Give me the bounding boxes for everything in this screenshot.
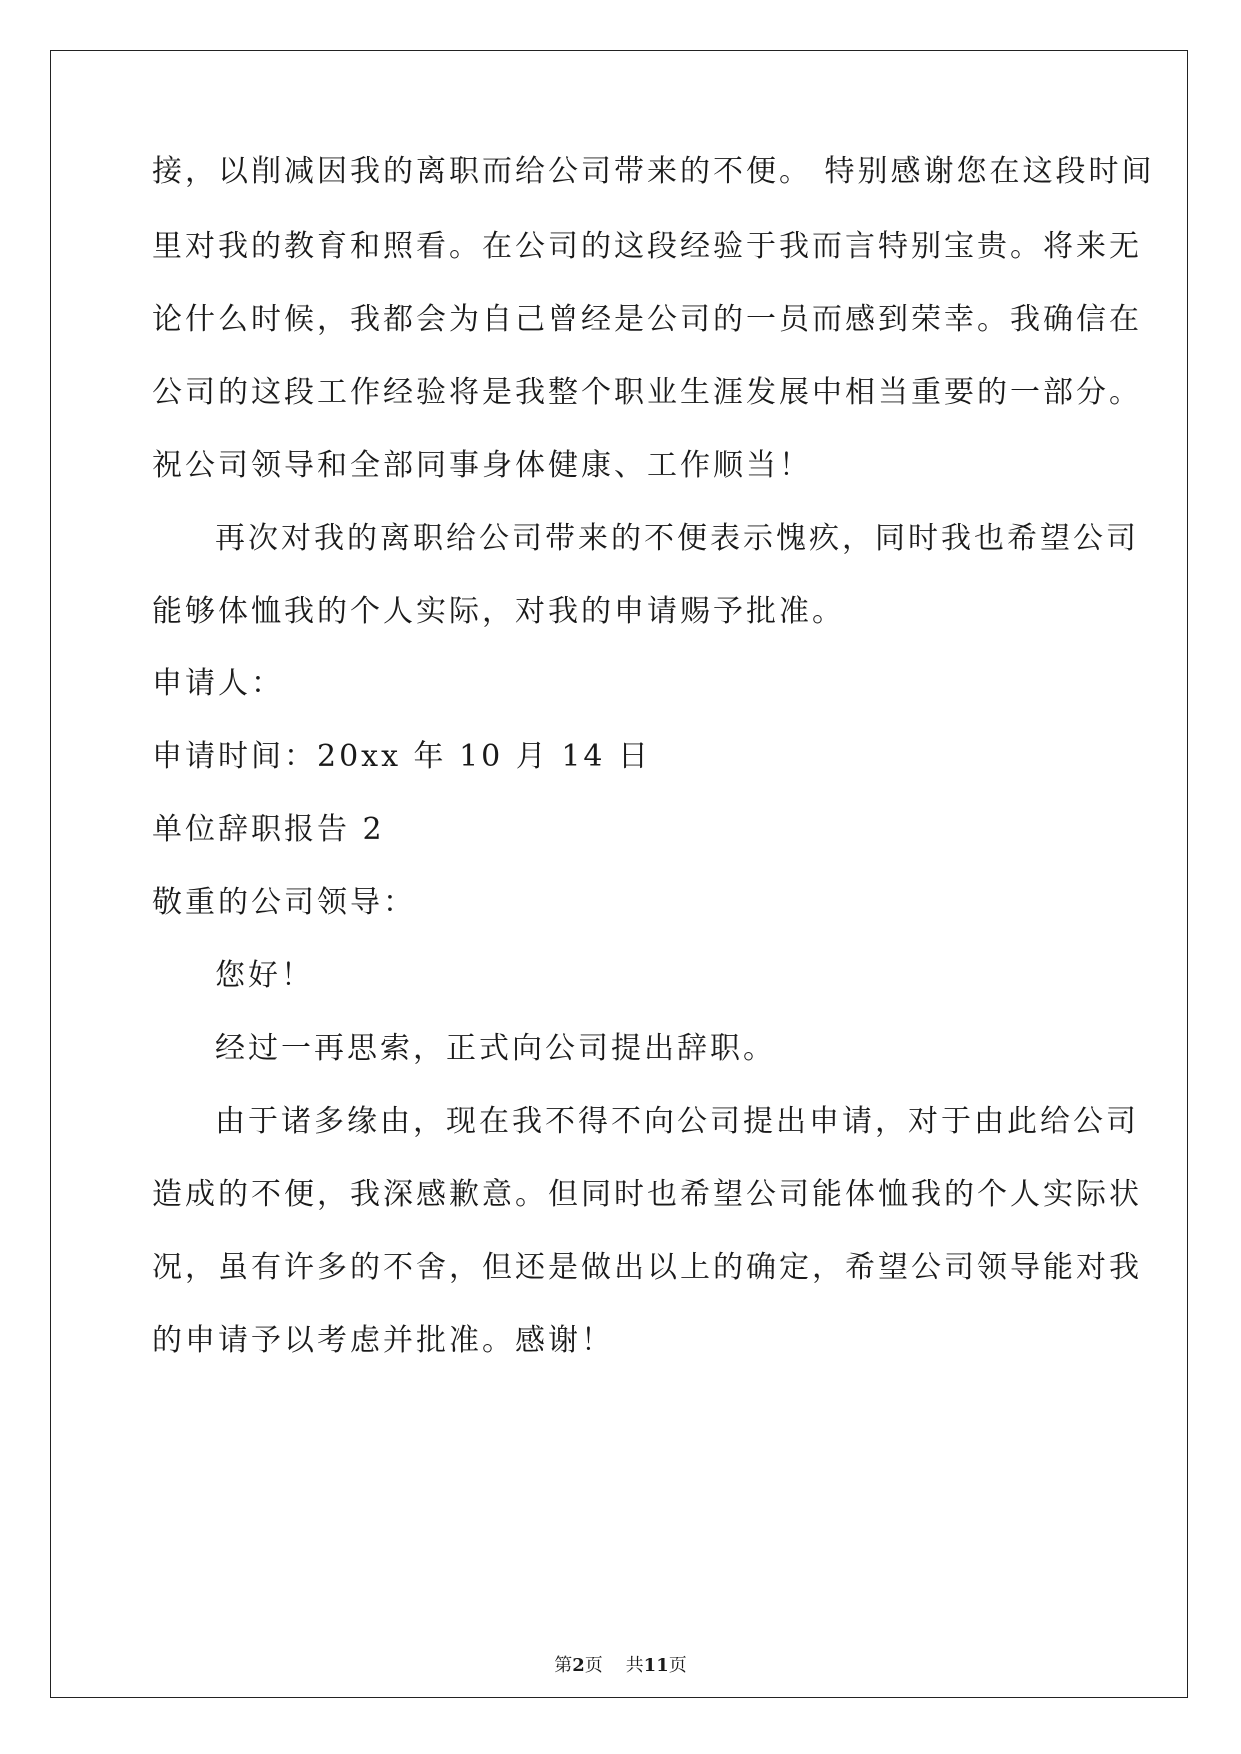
total-suffix: 页 bbox=[668, 1655, 687, 1676]
current-page-number: 2 bbox=[572, 1655, 585, 1676]
body-line: 能够体恤我的个人实际，对我的申请赐予批准。 bbox=[152, 594, 845, 629]
paragraph-first-line: 经过一再思索，正式向公司提出辞职。 bbox=[215, 1031, 776, 1066]
body-line: 况，虽有许多的不舍，但还是做出以上的确定，希望公司领导能对我 bbox=[152, 1250, 1142, 1285]
section-title: 单位辞职报告 2 bbox=[152, 812, 385, 847]
page-suffix: 页 bbox=[584, 1655, 603, 1676]
total-prefix: 共 bbox=[625, 1655, 644, 1676]
body-line: 公司的这段工作经验将是我整个职业生涯发展中相当重要的一部分。 bbox=[152, 375, 1142, 410]
greeting: 您好！ bbox=[215, 958, 314, 993]
body-line: 接，以削减因我的离职而给公司带来的不便。 特别感谢您在这段时间 bbox=[152, 154, 1155, 189]
body-line: 里对我的教育和照看。在公司的这段经验于我而言特别宝贵。将来无 bbox=[152, 229, 1142, 264]
body-line: 的申请予以考虑并批准。感谢！ bbox=[152, 1323, 614, 1358]
applicant-label: 申请人： bbox=[152, 666, 284, 701]
page-prefix: 第 bbox=[554, 1655, 573, 1676]
page-border bbox=[50, 50, 1188, 1698]
salutation: 敬重的公司领导： bbox=[152, 885, 416, 920]
body-line: 祝公司领导和全部同事身体健康、工作顺当！ bbox=[152, 448, 812, 483]
paragraph-first-line: 再次对我的离职给公司带来的不便表示愧疚，同时我也希望公司 bbox=[215, 521, 1139, 556]
body-line: 论什么时候，我都会为自己曾经是公司的一员而感到荣幸。我确信在 bbox=[152, 302, 1142, 337]
paragraph-first-line: 由于诸多缘由，现在我不得不向公司提出申请，对于由此给公司 bbox=[215, 1104, 1139, 1139]
application-date: 申请时间：20xx 年 10 月 14 日 bbox=[152, 739, 652, 774]
total-page-count: 11 bbox=[643, 1655, 669, 1676]
body-line: 造成的不便，我深感歉意。但同时也希望公司能体恤我的个人实际状 bbox=[152, 1177, 1142, 1212]
page-footer bbox=[0, 1654, 1241, 1678]
